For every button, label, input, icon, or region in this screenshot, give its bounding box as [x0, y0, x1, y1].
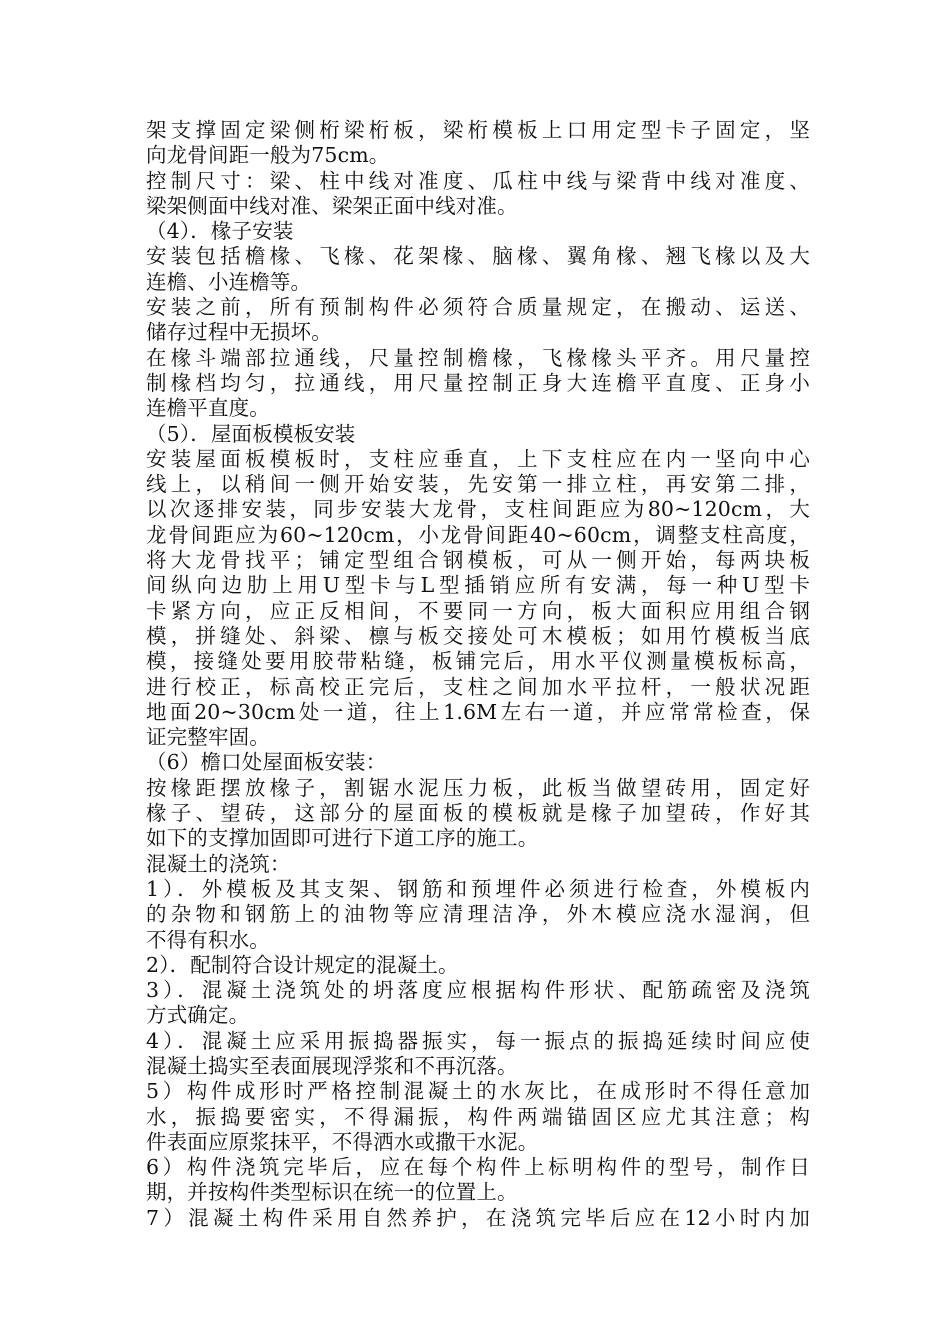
- text-line: 将大龙骨找平；铺定型组合钢模板，可从一侧开始，每两块板: [146, 548, 810, 573]
- text-line: 水，振捣要密实，不得漏振，构件两端锚固区应尤其注意；构: [146, 1104, 810, 1129]
- text-line: （4）．椽子安装: [146, 219, 294, 244]
- text-line: 证完整牢固。: [146, 725, 270, 750]
- text-line: 不得有积水。: [146, 927, 270, 952]
- text-line: 卡紧方向，应正反相间，不要同一方向，板大面积应用组合钢: [146, 598, 810, 623]
- text-line: 7）混凝土构件采用自然养护，在浇筑完毕后应在12小时内加: [146, 1205, 810, 1230]
- text-line: 安装之前，所有预制构件必须符合质量规定，在搬动、运送、: [146, 295, 810, 320]
- text-line: 2）．配制符合设计规定的混凝土。: [146, 952, 459, 977]
- text-line: 模，拼缝处、斜梁、檩与板交接处可木模板；如用竹模板当底: [146, 623, 810, 648]
- text-line: 梁架侧面中线对准、梁架正面中线对准。: [146, 193, 518, 218]
- text-line: 架支撑固定梁侧桁梁桁板，梁桁模板上口用定型卡子固定，坚: [146, 118, 810, 142]
- text-line: 在椽斗端部拉通线，尺量控制檐椽，飞椽椽头平齐。用尺量控: [146, 345, 810, 370]
- text-line: 龙骨间距应为60~120cm，小龙骨间距40~60cm，调整支柱高度，: [146, 522, 810, 547]
- text-line: 混凝土的浇筑：: [146, 851, 291, 876]
- text-line: 期，并按构件类型标识在统一的位置上。: [146, 1180, 518, 1205]
- text-line: 3）．混凝土浇筑处的坍落度应根据构件形状、配筋疏密及浇筑: [146, 978, 810, 1003]
- text-line: 按椽距摆放椽子，割锯水泥压力板，此板当做望砖用，固定好: [146, 775, 810, 800]
- text-line: 椽子、望砖，这部分的屋面板的模板就是椽子加望砖，作好其: [146, 801, 810, 826]
- text-line: （6）檐口处屋面板安装：: [146, 750, 387, 775]
- text-line: 间纵向边肋上用U型卡与L型插销应所有安满，每一种U型卡: [146, 573, 810, 598]
- document-body: [146, 118, 810, 1231]
- text-line: 6）构件浇筑完毕后，应在每个构件上标明构件的型号，制作日: [146, 1155, 810, 1180]
- text-line: 地面20~30cm处一道，往上1.6M左右一道，并应常常检查，保: [146, 699, 810, 724]
- text-line: 向龙骨间距一般为75cm。: [146, 143, 390, 168]
- text-line: 5）构件成形时严格控制混凝土的水灰比，在成形时不得任意加: [146, 1079, 810, 1104]
- text-line: （5）．屋面板模板安装: [146, 421, 356, 446]
- text-line: 如下的支撑加固即可进行下道工序的施工。: [146, 826, 539, 851]
- text-line: 进行校正，标高校正完后，支柱之间加水平拉杆，一般状况距: [146, 674, 810, 699]
- text-line: 安装屋面板模板时，支柱应垂直，上下支柱应在内一坚向中心: [146, 446, 810, 471]
- text-line: 安装包括檐椽、飞椽、花架椽、脑椽、翼角椽、翘飞椽以及大: [146, 244, 810, 269]
- text-line: 混凝土捣实至表面展现浮浆和不再沉落。: [146, 1053, 518, 1078]
- text-line: 控制尺寸：梁、柱中线对准度、瓜柱中线与梁背中线对准度、: [146, 168, 810, 193]
- text-line: 制椽档均匀，拉通线，用尺量控制正身大连檐平直度、正身小: [146, 370, 810, 395]
- text-line: 件表面应原浆抹平，不得洒水或撒干水泥。: [146, 1129, 539, 1154]
- text-line: 方式确定。: [146, 1003, 250, 1028]
- text-line: 以次逐排安装，同步安装大龙骨，支柱间距应为80~120cm，大: [146, 497, 810, 522]
- text-line: 储存过程中无损坏。: [146, 320, 332, 345]
- text-line: 的杂物和钢筋上的油物等应清理洁净，外木模应浇水湿润，但: [146, 902, 810, 927]
- text-line: 连檐平直度。: [146, 396, 270, 421]
- text-line: 1）．外模板及其支架、钢筋和预埋件必须进行检查，外模板内: [146, 876, 810, 901]
- text-line: 线上，以稍间一侧开始安装，先安第一排立柱，再安第二排，: [146, 472, 810, 497]
- text-line: 模，接缝处要用胶带粘缝，板铺完后，用水平仪测量模板标高，: [146, 649, 810, 674]
- text-line: 4）．混凝土应采用振捣器振实，每一振点的振捣延续时间应使: [146, 1028, 810, 1053]
- text-line: 连檐、小连檐等。: [146, 269, 312, 294]
